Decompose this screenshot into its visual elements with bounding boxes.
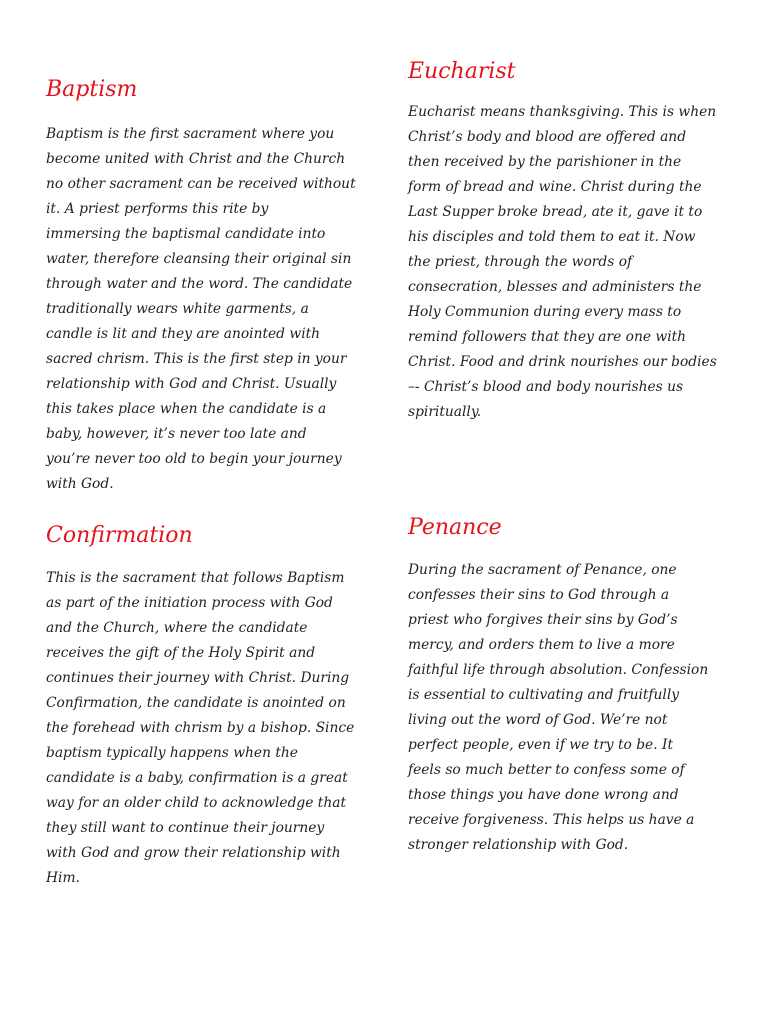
baptism-section [46, 76, 376, 497]
eucharist-body: Eucharist means thanksgiving. This is when Christ’s body and blood are offered and then received by the parishioner in the form of bread and wine. Christ during the Last Supper broke bread, ate it, gave it to his disciples and told them to eat it. Now the priest, through the words of consecration, blesses and administers the Holy Communion during every mass to remind followers that they are one with Christ. Food and drink nourishes our bodies –- Christ’s blood and body nourishes us spiritually. [408, 104, 717, 420]
penance-body: During the sacrament of Penance, one confesses their sins to God through a priest who forgives their sins by God’s mercy, and orders them to live a more faithful life through absolution. Confession is essential to cultivating and fruitfully living out the word of God. We’re not perfect people, even if we try to be. It feels so much better to confess some of those things you have done wrong and receive forgiveness. This helps us have a stronger relationship with God. [408, 562, 709, 853]
penance-heading: Penance [408, 515, 502, 540]
confirmation-section [46, 522, 376, 891]
eucharist-section [408, 58, 748, 425]
confirmation-heading: Confirmation [46, 523, 193, 548]
baptism-heading: Baptism [46, 77, 138, 102]
penance-section [408, 514, 748, 858]
baptism-body: Baptism is the first sacrament where you become united with Christ and the Church no other sacrament can be received without it. A priest performs this rite by immersing the baptismal candidate into water, therefore cleansing their original sin through water and the word. The candidate traditionally wears white garments, a candle is lit and they are anointed with sacred chrism. This is the first step in your relationship with God and Christ. Usually this takes place when the candidate is a baby, however, it’s never too late and you’re never too old to begin your journey with God. [46, 126, 356, 492]
confirmation-body: This is the sacrament that follows Baptism as part of the initiation process with God and the Church, where the candidate receives the gift of the Holy Spirit and continues their journey with Christ. During Confirmation, the candidate is anointed on the forehead with chrism by a bishop. Since baptism typically happens when the candidate is a baby, confirmation is a great way for an older child to acknowledge that they still want to continue their journey with God and grow their relationship with Him. [46, 570, 355, 886]
eucharist-heading: Eucharist [408, 59, 516, 84]
